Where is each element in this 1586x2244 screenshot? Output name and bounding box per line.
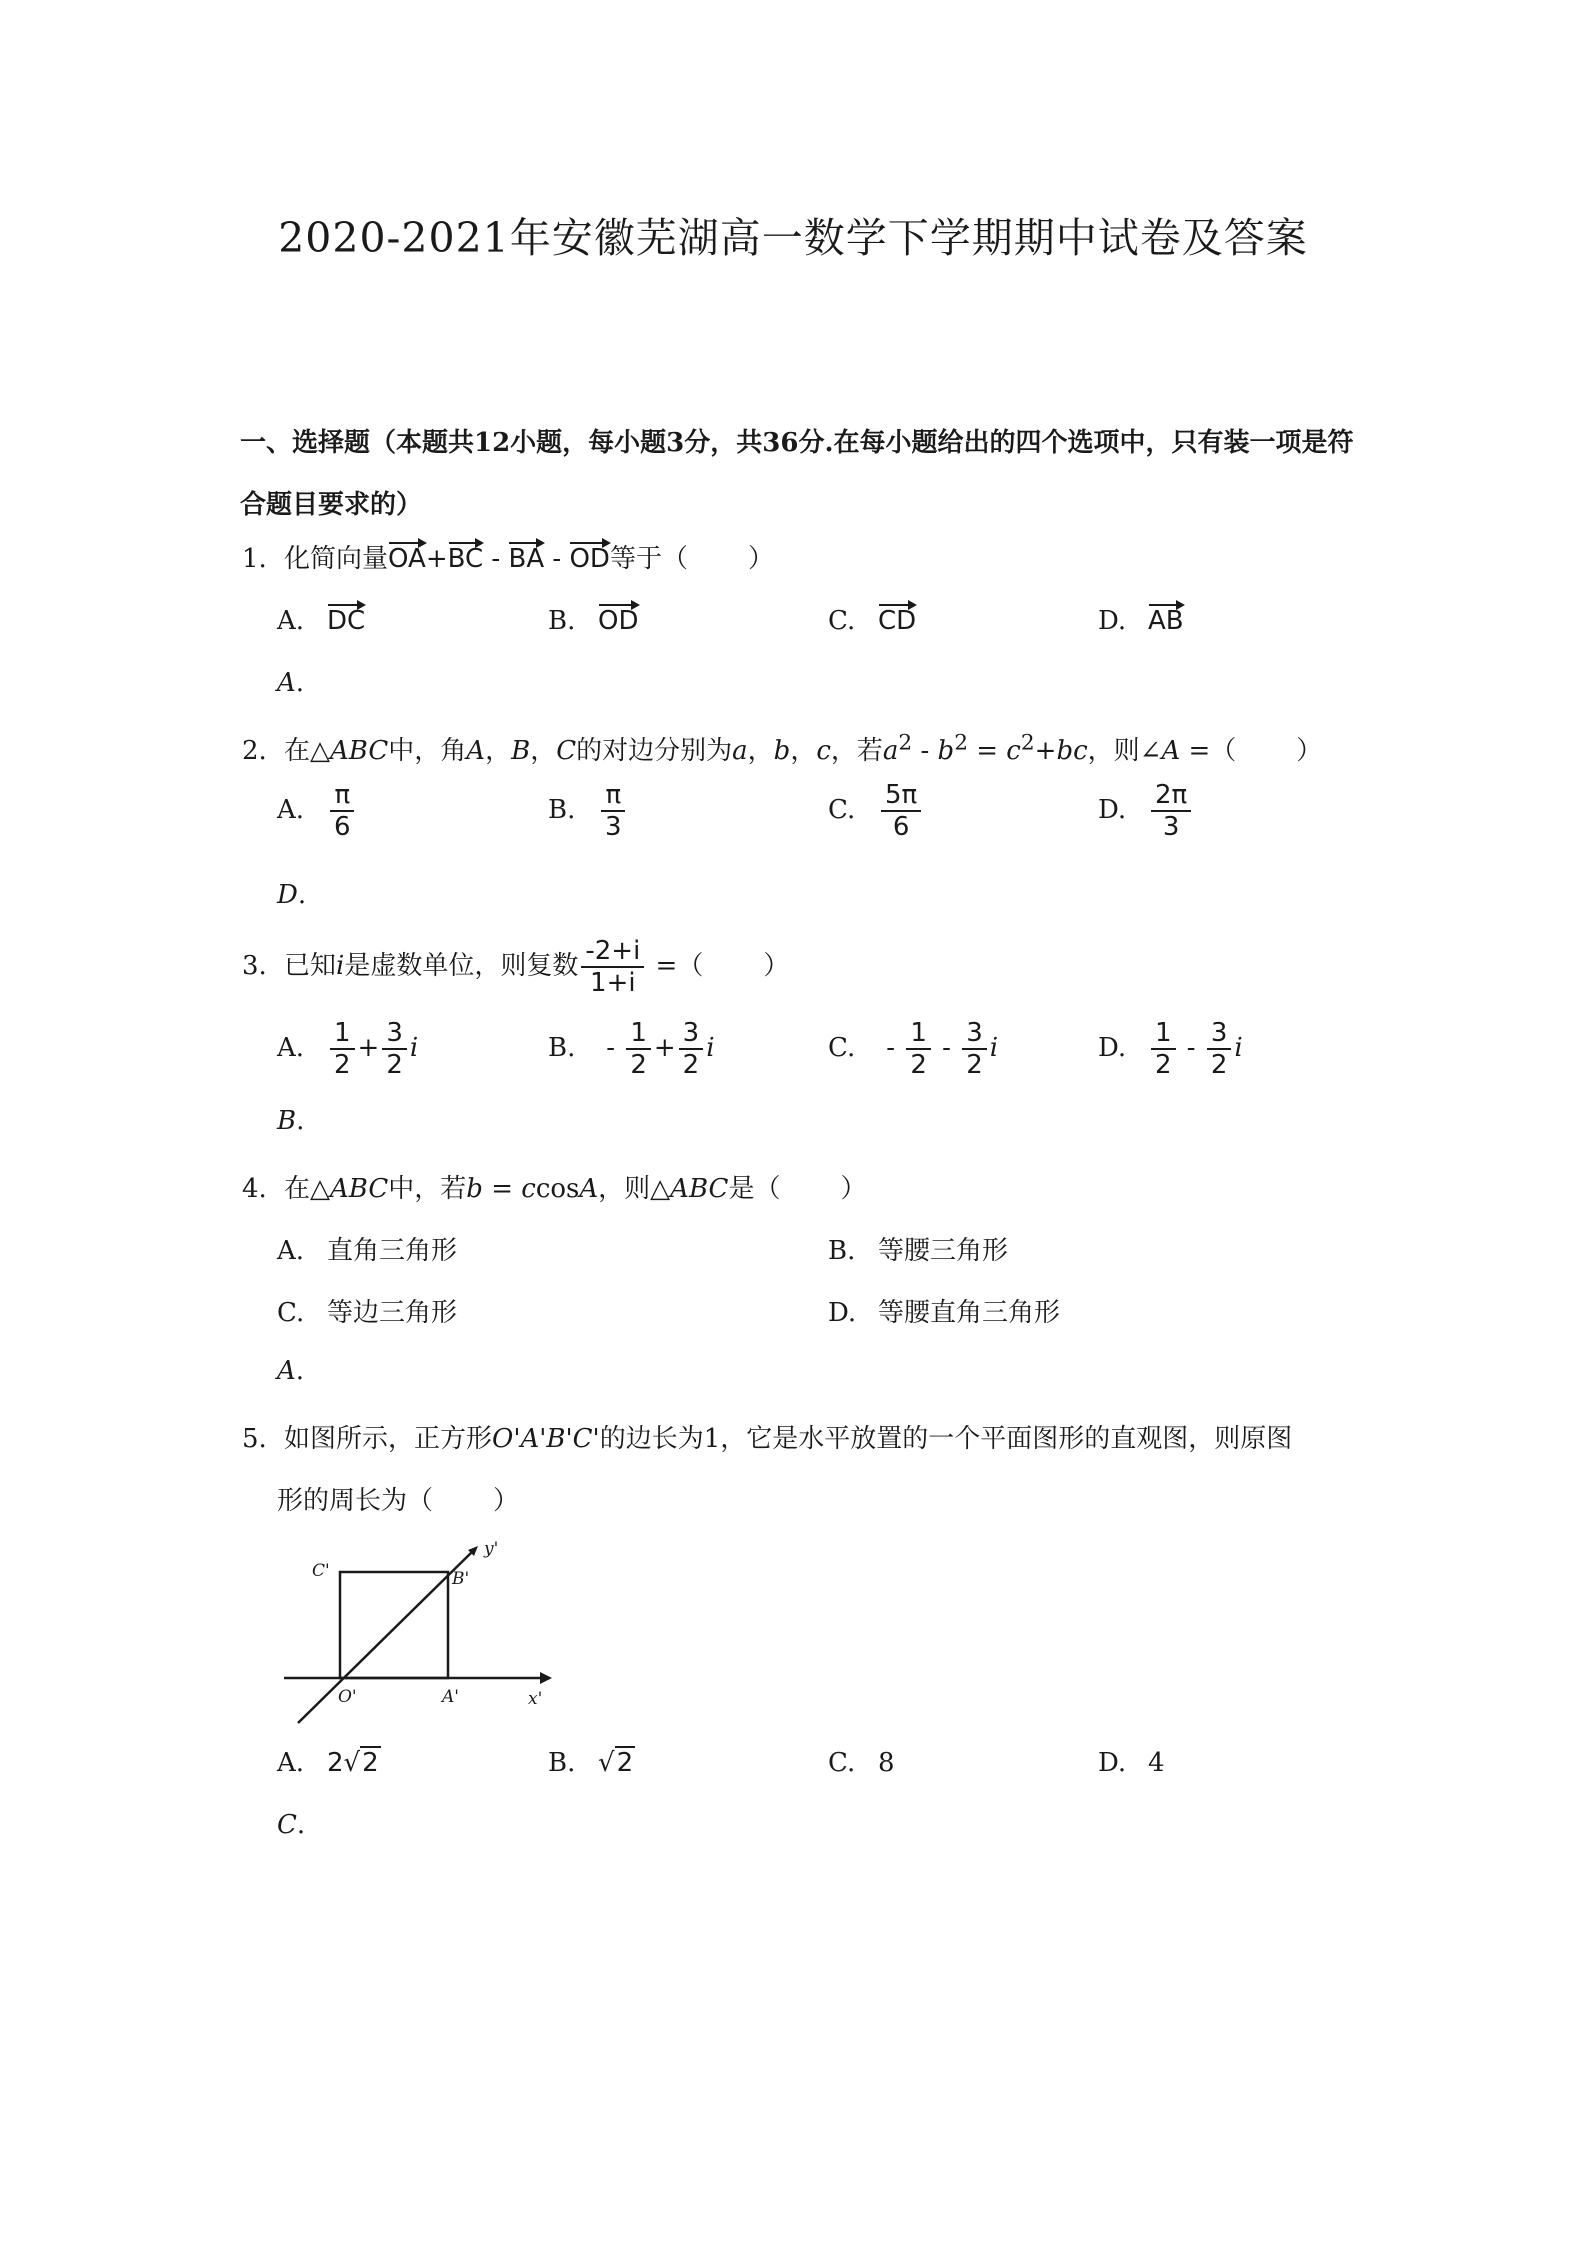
vector-oa: OA [388,536,426,574]
x-axis-arrow-icon [540,1672,552,1684]
option-vector: OD [598,598,639,636]
q1-option-b: B. OD [548,598,639,636]
label-a: A' [442,1687,459,1707]
question-2: 2. 在△ABC中，角A，B，C的对边分别为a，b，c，若$a^2 - b^2 = c^2+bc$，则∠A =（ ） [242,730,1323,766]
q3-option-d: D. $\frac{1}{2}$ - $\frac{3}{2}$ i [1098,1018,1243,1080]
option-vector: DC [327,598,365,636]
q4-option-a: A. 直角三角形 [277,1236,458,1266]
label-c: C' [312,1561,330,1581]
q4-option-c: C. 等边三角形 [277,1298,458,1328]
question-3: 3. 已知i是虚数单位，则复数 $\frac{-2+i}{1+i}$ =（ ） [242,936,790,998]
page-title: 2020-2021年安徽芜湖高一数学下学期期中试卷及答案 [278,214,1308,262]
vector-ba: BA [508,536,544,574]
vector-bc: BC [448,536,484,574]
q2-option-c: C. $\frac{5\pi}{6}$ [828,780,924,842]
q5-option-d: D. 4 [1098,1748,1165,1778]
q1-option-d: D. AB [1098,598,1184,636]
option-vector: AB [1148,598,1184,636]
q2-option-d: D. $\frac{2\pi}{3}$ [1098,780,1194,842]
vector-od: OD [569,536,610,574]
q1-option-c: C. CD [828,598,916,636]
question-4: 4. 在△ABC中，若b = ccosA，则△ABC是（ ） [242,1174,867,1204]
option-vector: CD [878,598,916,636]
q3-answer: B. [277,1106,305,1136]
q2-option-a: A. $\frac{\pi}{6}$ [277,780,358,842]
label-x: x' [528,1689,543,1709]
q1-answer: A. [277,668,305,698]
question-1: 1. 化简向量OA+BC - BA - OD等于（ ） [242,536,774,575]
label-y: y' [484,1539,499,1559]
q5-answer: C. [277,1810,306,1840]
question-5: 5. 如图所示，正方形O'A'B'C'的边长为1，它是水平放置的一个平面图形的直观图，则原图 [242,1424,1293,1454]
q4-answer: A. [277,1356,305,1386]
q5-option-c: C. 8 [828,1748,895,1778]
q3-option-b: B. - $\frac{1}{2}$ + $\frac{3}{2}$ i [548,1018,715,1080]
square [340,1572,448,1678]
q3-option-a: A. $\frac{1}{2}$ + $\frac{3}{2}$ i [277,1018,419,1080]
section-heading: 一、选择题（本题共12小题，每小题3分，共36分.在每小题给出的四个选项中，只有装一项是符合题目要求的） [240,428,1354,520]
label-o: O' [338,1687,357,1707]
complex-fraction: $\frac{-2+i}{1+i}$ [581,936,644,998]
q1-option-a: A. DC [277,598,365,636]
label-b: B' [452,1569,470,1589]
q5-option-a: A. 2√2 [277,1748,379,1778]
q2-answer: D. [277,880,307,910]
q4-option-b: B. 等腰三角形 [828,1236,1009,1266]
q4-option-d: D. 等腰直角三角形 [828,1298,1061,1328]
square-figure [282,1538,552,1728]
question-5-line2: 形的周长为（ ） [277,1486,520,1516]
question-number: 1. [242,544,267,574]
q2-option-b: B. $\frac{\pi}{3}$ [548,780,629,842]
q5-option-b: B. √2 [548,1748,634,1778]
q3-option-c: C. - $\frac{1}{2}$ - $\frac{3}{2}$ i [828,1018,999,1080]
